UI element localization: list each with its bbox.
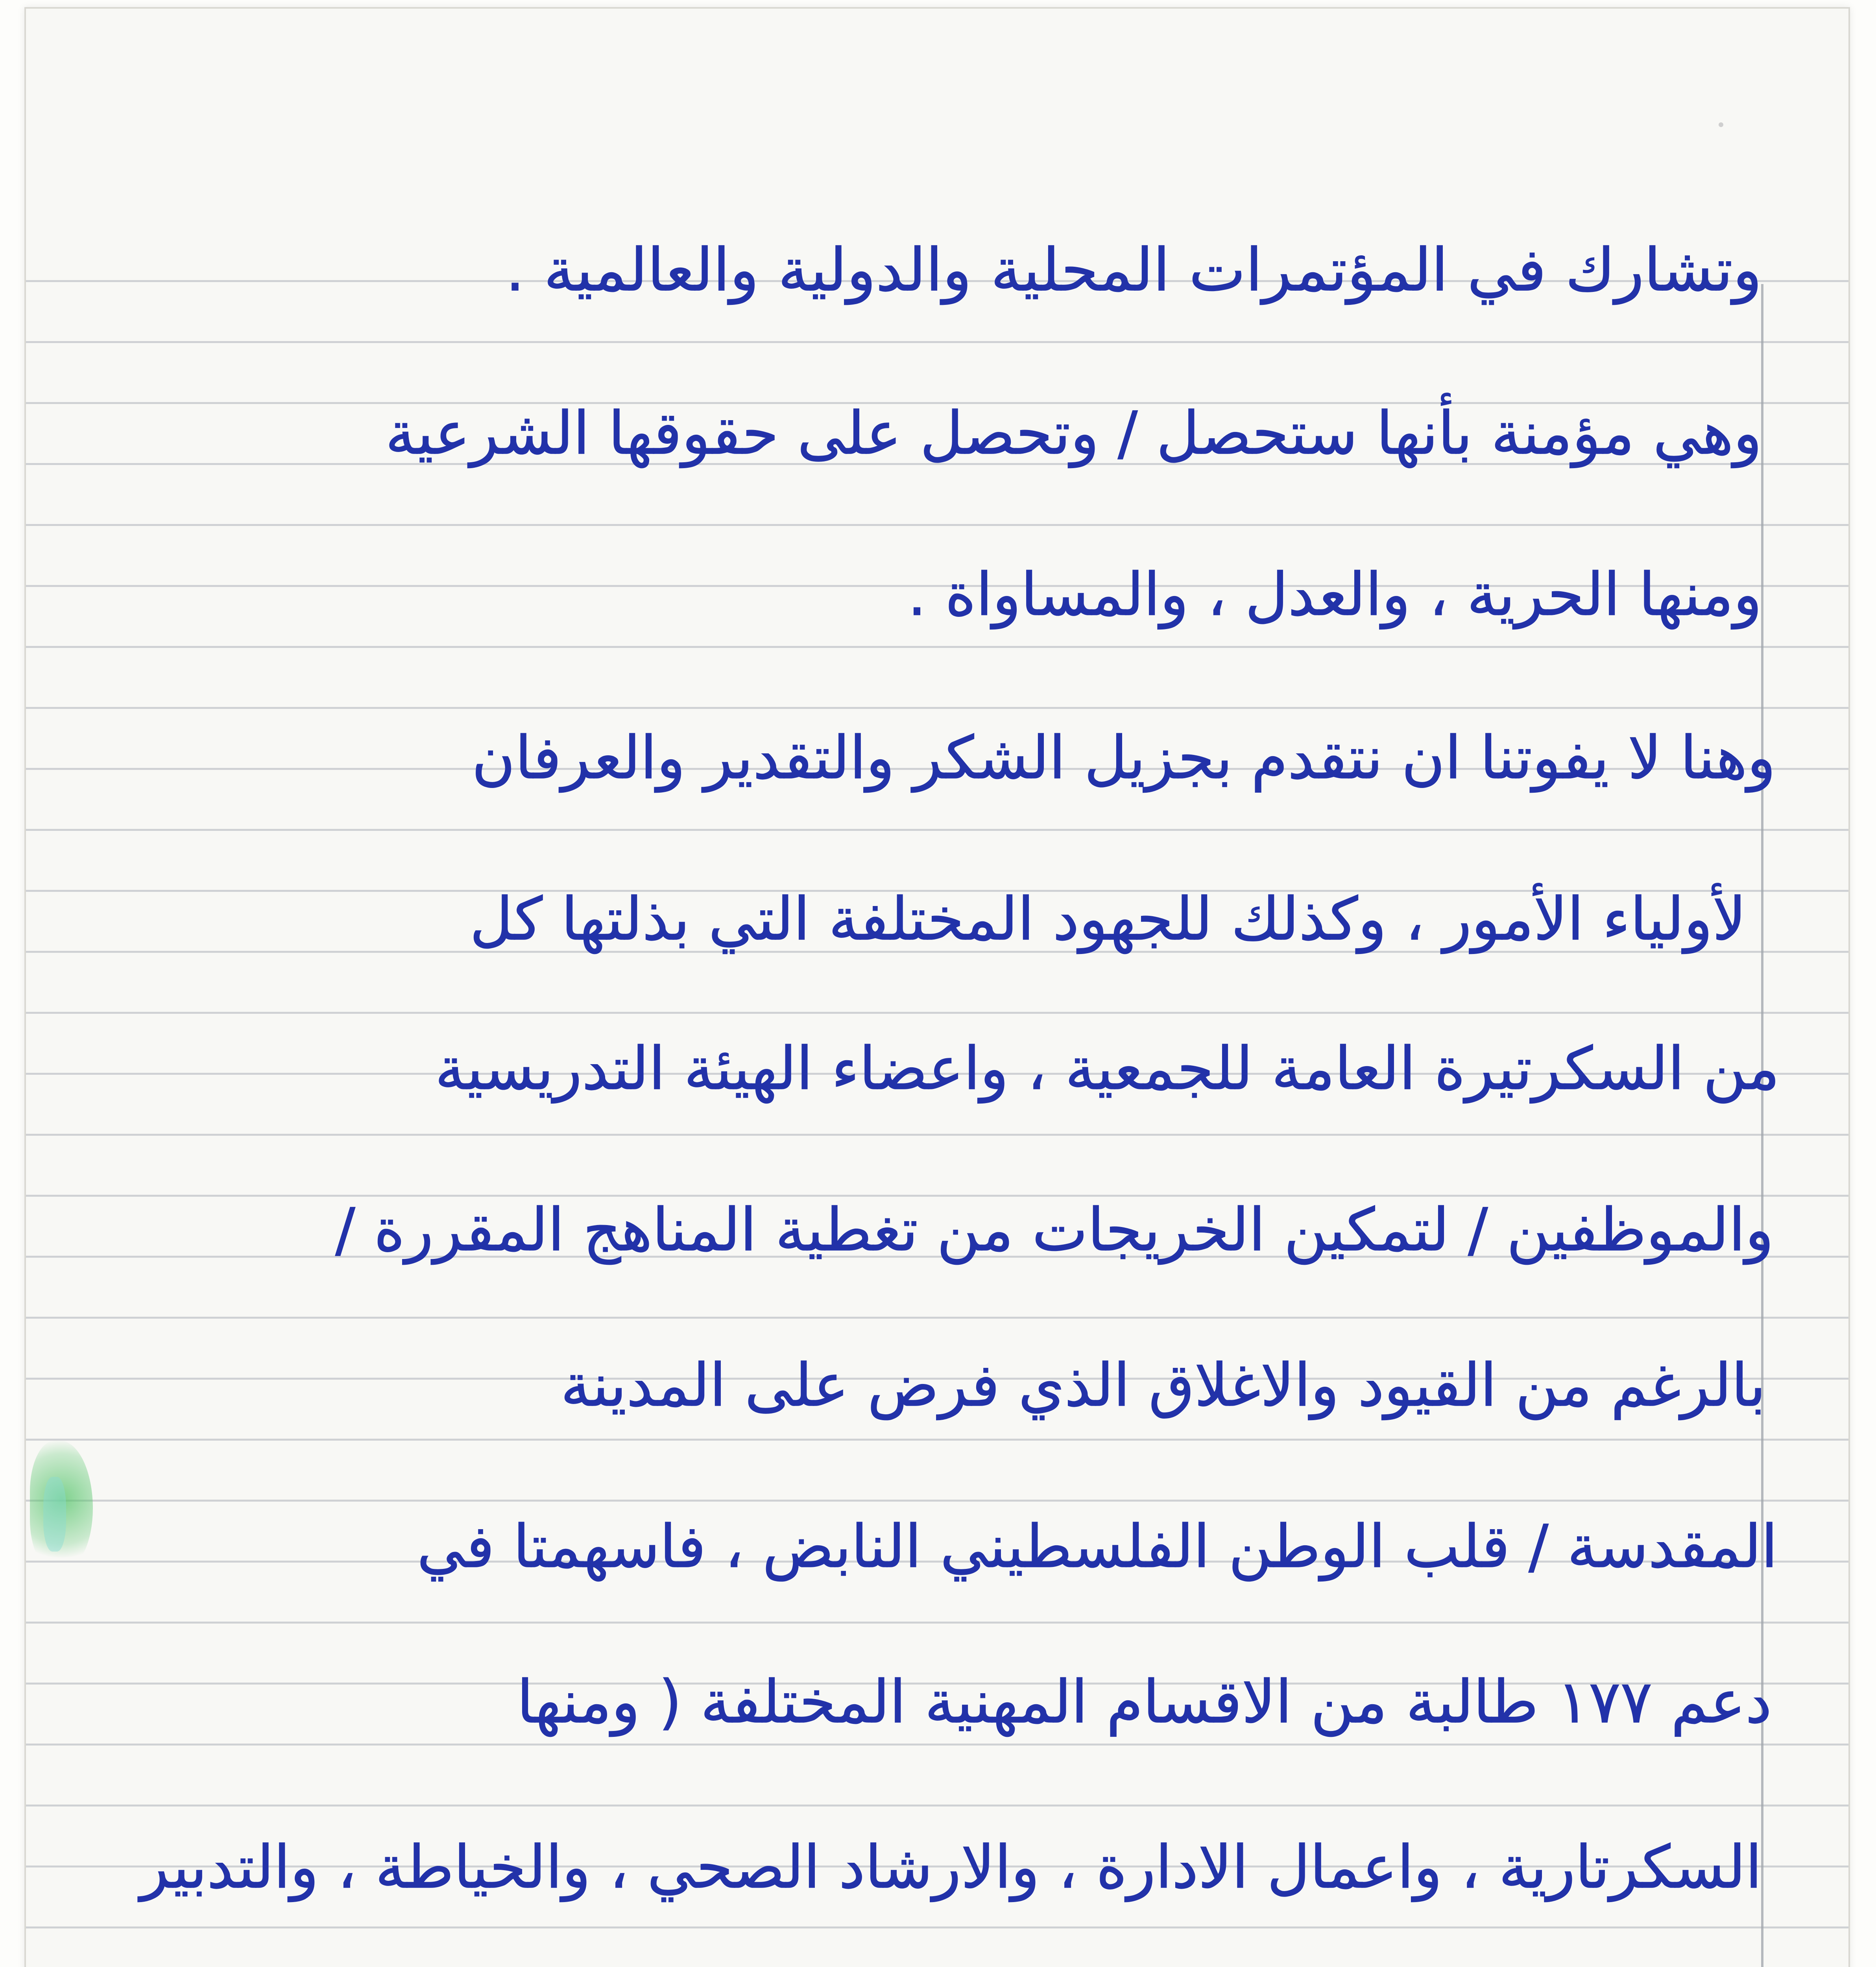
ruled-line <box>26 829 1848 831</box>
ruled-line <box>26 524 1848 526</box>
lined-paper-sheet <box>24 7 1850 1967</box>
handwritten-line: من السكرتيرة العامة للجمعية ، واعضاء الهيئة التدريسية <box>435 1035 1780 1103</box>
handwritten-line: لأولياء الأمور ، وكذلك للجهود المختلفة التي بذلتها كل <box>470 885 1746 954</box>
handwritten-line: وتشارك في المؤتمرات المحلية والدولية والعالمية . <box>505 236 1762 304</box>
ruled-line <box>26 1805 1848 1806</box>
ruled-line <box>26 341 1848 343</box>
handwritten-line: وهي مؤمنة بأنها ستحصل / وتحصل على حقوقها الشرعية <box>385 399 1762 468</box>
paper-dot <box>1719 122 1723 127</box>
handwritten-line: ومنها الحرية ، والعدل ، والمساواة . <box>907 561 1762 629</box>
ruled-line <box>26 1317 1848 1319</box>
green-ink-stain <box>30 1441 93 1570</box>
handwritten-line: بالرغم من القيود والاغلاق الذي فرض على المدينة <box>560 1351 1766 1420</box>
handwritten-line: المقدسة / قلب الوطن الفلسطيني النابض ، فاسهمتا في <box>417 1513 1778 1581</box>
handwritten-line: دعم ١٧٧ طالبة من الاقسام المهنية المختلفة ( ومنها <box>517 1668 1772 1736</box>
handwritten-line: السكرتارية ، واعمال الادارة ، والارشاد الصحي ، والخياطة ، والتدبير <box>140 1833 1762 1902</box>
ruled-line <box>26 1134 1848 1136</box>
ruled-line <box>26 1622 1848 1624</box>
handwritten-line: والموظفين / لتمكين الخريجات من تغطية المناهج المقررة / <box>335 1196 1774 1264</box>
handwritten-line: وهنا لا يفوتنا ان نتقدم بجزيل الشكر والتقدير والعرفان <box>472 724 1776 792</box>
ruled-line <box>26 1926 1848 1928</box>
